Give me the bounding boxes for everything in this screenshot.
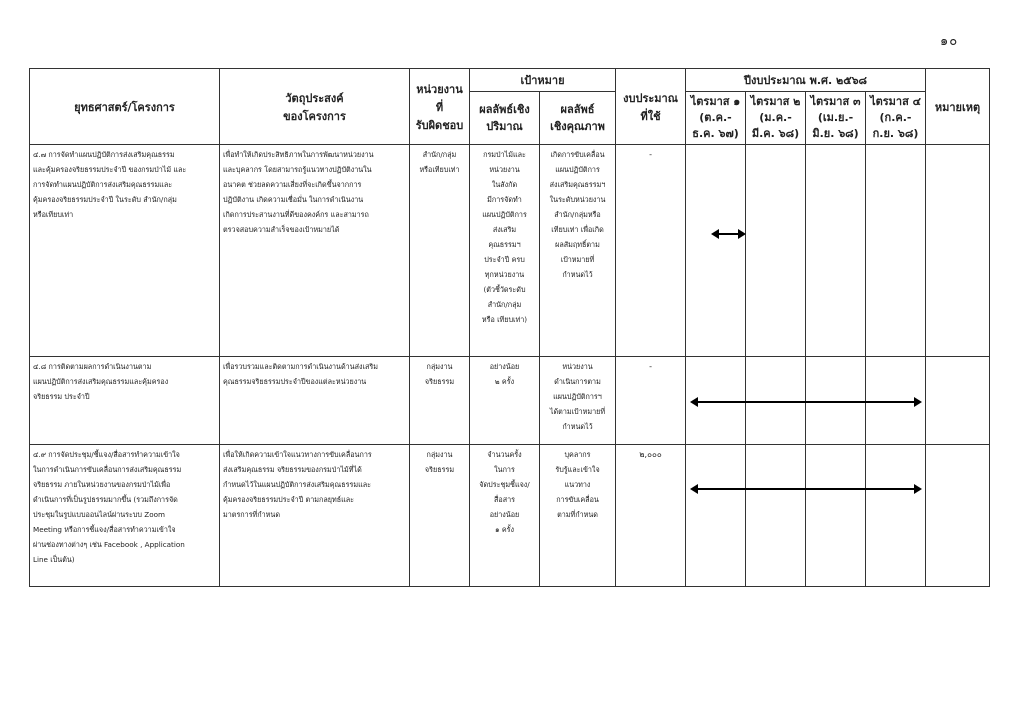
qualitative-result-line: เทียบเท่า เพื่อเกิด xyxy=(551,225,604,234)
header-strategy: ยุทธศาสตร์/โครงการ xyxy=(30,69,220,145)
objective-cell xyxy=(220,145,410,357)
objective-line: ปฏิบัติงาน เกิดความเชื่อมั่น ในการดำเนินงาน xyxy=(223,195,364,204)
strategy-line: และคุ้มครองจริยธรรมประจำปี ของกรมป่าไม้ และ xyxy=(33,165,187,174)
quarter-1-cell xyxy=(686,445,746,587)
quantitative-result-line: ๒ ครั้ง xyxy=(494,377,515,386)
header-qualitative-line-1: ผลลัพธ์ xyxy=(560,103,595,116)
qualitative-result-line: ได้ตามเป้าหมายที่ xyxy=(549,407,606,416)
objective-line: ตรวจสอบความสำเร็จของเป้าหมายได้ xyxy=(223,225,340,234)
objective-line: และบุคลากร โดยสามารถรู้แนวทางปฏิบัติงานใน xyxy=(223,165,372,174)
qualitative-result-line: ตามที่กำหนด xyxy=(557,510,598,519)
timeline-arrow xyxy=(692,488,920,490)
qualitative-result-cell xyxy=(540,145,616,357)
quarter-1-months: (ต.ค.-ธ.ค. ๖๗) xyxy=(692,111,739,140)
responsible-unit-line: จริยธรรม xyxy=(424,377,455,386)
quantitative-result-cell xyxy=(470,357,540,445)
quantitative-result-line: คุณธรรมฯ xyxy=(488,240,521,249)
strategy-line: Line เป็นต้น) xyxy=(33,555,75,564)
budget-cell: ๒,๐๐๐ xyxy=(616,445,686,587)
quantitative-result-line: อย่างน้อย xyxy=(489,510,520,519)
strategy-line: แผนปฏิบัติการส่งเสริมคุณธรรมและคุ้มครอง xyxy=(33,377,169,386)
quantitative-result-line: จำนวนครั้ง xyxy=(487,450,522,459)
quarter-2-label: ไตรมาส ๒ xyxy=(750,95,801,108)
objective-cell xyxy=(220,445,410,587)
header-quantitative-line-1: ผลลัพธ์เชิง xyxy=(479,103,530,116)
quarter-4-cell xyxy=(866,145,926,357)
responsible-unit-line: กลุ่มงาน xyxy=(426,450,453,459)
quantitative-result-line: ๑ ครั้ง xyxy=(494,525,515,534)
qualitative-result-line: แผนปฏิบัติการฯ xyxy=(553,392,602,401)
header-quarter-2 xyxy=(746,92,806,145)
quantitative-result-line: กรมป่าไม้และ xyxy=(483,150,526,159)
responsible-unit-cell xyxy=(410,357,470,445)
objective-line: อนาคต ช่วยลดความเสี่ยงที่จะเกิดขึ้นจากการ xyxy=(223,180,362,189)
strategy-line: ผ่านช่องทางต่างๆ เช่น Facebook , Application xyxy=(33,540,185,549)
header-target: เป้าหมาย xyxy=(470,69,616,92)
objective-line: เพื่อให้เกิดความเข้าใจแนวทางการขับเคลื่อนการ xyxy=(223,450,372,459)
quantitative-result-line: (ตัวชี้วัดระดับ xyxy=(483,285,526,294)
objective-line: คุณธรรมจริยธรรมประจำปีของแต่ละหน่วยงาน xyxy=(223,377,367,386)
strategy-line: คุ้มครองจริยธรรมประจำปี ในระดับ สำนัก/กลุ่ม xyxy=(33,195,177,204)
page-number: ๑๐ xyxy=(940,34,959,49)
budget-cell: - xyxy=(616,357,686,445)
strategy-line: การจัดทำแผนปฏิบัติการส่งเสริมคุณธรรมและ xyxy=(33,180,173,189)
qualitative-result-line: การขับเคลื่อน xyxy=(556,495,599,504)
header-unit-line-1: หน่วยงาน xyxy=(416,82,463,96)
header-quarter-4 xyxy=(866,92,926,145)
objective-line: คุ้มครองจริยธรรมประจำปี ตามกลยุทธ์และ xyxy=(223,495,354,504)
quantitative-result-line: มีการจัดทำ xyxy=(487,195,522,204)
strategy-line: หรือเทียบเท่า xyxy=(33,210,74,219)
quantitative-result-line: จัดประชุมชี้แจง/ xyxy=(479,480,530,489)
strategy-line: ๔.๘ การติดตามผลการดำเนินงานตาม xyxy=(33,362,152,371)
quantitative-result-line: แผนปฏิบัติการ xyxy=(482,210,527,219)
strategy-line: Meeting หรือการชี้แจง/สื่อสารทำความเข้าใจ xyxy=(33,525,176,534)
qualitative-result-line: แผนปฏิบัติการ xyxy=(555,165,600,174)
header-budget-line-1: งบประมาณ xyxy=(623,91,678,105)
responsible-unit-line: สำนัก/กลุ่ม xyxy=(422,150,457,159)
objective-line: มาตรการที่กำหนด xyxy=(223,510,280,519)
qualitative-result-line: สำนัก/กลุ่มหรือ xyxy=(554,210,601,219)
header-objective xyxy=(220,69,410,145)
quantitative-result-cell xyxy=(470,145,540,357)
objective-line: เพื่อทำให้เกิดประสิทธิภาพในการพัฒนาหน่วยงาน xyxy=(223,150,374,159)
quantitative-result-line: สื่อสาร xyxy=(494,495,515,504)
qualitative-result-line: ในระดับหน่วยงาน xyxy=(549,195,606,204)
objective-cell xyxy=(220,357,410,445)
quarter-4-months: (ก.ค.-ก.ย. ๖๘) xyxy=(872,111,919,140)
header-qualitative xyxy=(540,92,616,145)
responsible-unit-line: หรือเทียบเท่า xyxy=(419,165,460,174)
quarter-1-cell xyxy=(686,145,746,357)
quantitative-result-line: อย่างน้อย xyxy=(489,362,520,371)
quarter-4-label: ไตรมาส ๔ xyxy=(870,95,921,108)
quarter-3-cell xyxy=(806,445,866,587)
quantitative-result-line: ประจำปี ครบ xyxy=(484,255,525,264)
qualitative-result-line: กำหนดไว้ xyxy=(562,422,593,431)
objective-line: เพื่อรวบรวมและติดตามการดำเนินงานด้านส่งเสริม xyxy=(223,362,378,371)
header-responsible-unit xyxy=(410,69,470,145)
table-row xyxy=(30,145,990,357)
objective-line: ส่งเสริมคุณธรรม จริยธรรมของกรมป่าไม้ที่ได้ xyxy=(223,465,362,474)
qualitative-result-line: ดำเนินการตาม xyxy=(554,377,601,386)
qualitative-result-line: ผลสัมฤทธิ์ตาม xyxy=(555,240,600,249)
quantitative-result-line: ในการ xyxy=(494,465,515,474)
quarter-2-cell xyxy=(746,445,806,587)
quantitative-result-line: หน่วยงาน xyxy=(489,165,520,174)
objective-line: เกิดการประสานงานที่ดีของคงค์กร และสามารถ xyxy=(223,210,369,219)
remarks-cell xyxy=(926,357,990,445)
quarter-3-label: ไตรมาส ๓ xyxy=(810,95,861,108)
header-budget-line-2: ที่ใช้ xyxy=(640,109,661,123)
header-remarks: หมายเหตุ xyxy=(926,69,990,145)
strategy-line: จริยธรรม ภายในหน่วยงานของกรมป่าไม้เพื่อ xyxy=(33,480,171,489)
quantitative-result-line: ในสังกัด xyxy=(491,180,518,189)
header-quantitative-line-2: ปริมาณ xyxy=(486,120,523,133)
quantitative-result-line: สำนัก/กลุ่ม xyxy=(487,300,522,309)
qualitative-result-line: แนวทาง xyxy=(564,480,591,489)
header-quantitative xyxy=(470,92,540,145)
quarter-4-cell xyxy=(866,445,926,587)
qualitative-result-line: หน่วยงาน xyxy=(562,362,593,371)
strategy-line: ๔.๙ การจัดประชุม/ชี้แจง/สื่อสารทำความเข้าใจ xyxy=(33,450,180,459)
quarter-2-months: (ม.ค.-มี.ค. ๖๘) xyxy=(751,111,800,140)
header-unit-line-3: รับผิดชอบ xyxy=(415,118,464,132)
header-row-1 xyxy=(30,69,990,92)
timeline-arrow xyxy=(692,401,920,403)
table-row xyxy=(30,445,990,587)
strategy-cell xyxy=(30,145,220,357)
quarter-1-label: ไตรมาส ๑ xyxy=(690,95,741,108)
responsible-unit-line: กลุ่มงาน xyxy=(426,362,453,371)
strategy-cell xyxy=(30,357,220,445)
budget-cell: - xyxy=(616,145,686,357)
objective-line: กำหนดไว้ในแผนปฏิบัติการส่งเสริมคุณธรรมและ xyxy=(223,480,371,489)
qualitative-result-line: รับรู้และเข้าใจ xyxy=(555,465,600,474)
header-quarter-1 xyxy=(686,92,746,145)
quarter-2-cell xyxy=(746,145,806,357)
responsible-unit-line: จริยธรรม xyxy=(424,465,455,474)
remarks-cell xyxy=(926,445,990,587)
quantitative-result-cell xyxy=(470,445,540,587)
quantitative-result-line: หรือ เทียบเท่า) xyxy=(481,315,528,324)
qualitative-result-line: เกิดการขับเคลื่อน xyxy=(550,150,605,159)
quantitative-result-line: ทุกหน่วยงาน xyxy=(484,270,525,279)
qualitative-result-line: เป้าหมายที่ xyxy=(560,255,595,264)
header-budget xyxy=(616,69,686,145)
strategy-line: ๔.๗ การจัดทำแผนปฏิบัติการส่งเสริมคุณธรรม xyxy=(33,150,175,159)
header-quarter-3 xyxy=(806,92,866,145)
header-qualitative-line-2: เชิงคุณภาพ xyxy=(550,120,605,133)
qualitative-result-line: บุคลากร xyxy=(564,450,591,459)
strategy-line: ในการดำเนินการขับเคลื่อนการส่งเสริมคุณธรรม xyxy=(33,465,182,474)
responsible-unit-cell xyxy=(410,445,470,587)
quarter-3-months: (เม.ย.-มิ.ย. ๖๘) xyxy=(812,111,859,140)
timeline-arrow xyxy=(713,233,744,235)
header-unit-line-2: ที่ xyxy=(435,100,444,114)
action-plan-table xyxy=(29,68,990,587)
header-objective-line-2: ของโครงการ xyxy=(283,109,346,123)
header-fiscal-year: ปีงบประมาณ พ.ศ. ๒๕๖๘ xyxy=(686,69,926,92)
remarks-cell xyxy=(926,145,990,357)
strategy-line: ประชุมในรูปแบบออนไลน์ผ่านระบบ Zoom xyxy=(33,510,165,519)
header-objective-line-1: วัตถุประสงค์ xyxy=(285,91,344,105)
strategy-line: ดำเนินการที่เป็นรูปธรรมมากขึ้น (รวมถึงการจัด xyxy=(33,495,178,504)
quantitative-result-line: ส่งเสริม xyxy=(492,225,517,234)
qualitative-result-line: ส่งเสริมคุณธรรมฯ xyxy=(549,180,606,189)
quarter-3-cell xyxy=(806,145,866,357)
qualitative-result-cell xyxy=(540,357,616,445)
responsible-unit-cell xyxy=(410,145,470,357)
qualitative-result-cell xyxy=(540,445,616,587)
strategy-line: จริยธรรม ประจำปี xyxy=(33,392,90,401)
strategy-cell xyxy=(30,445,220,587)
qualitative-result-line: กำหนดไว้ xyxy=(562,270,593,279)
